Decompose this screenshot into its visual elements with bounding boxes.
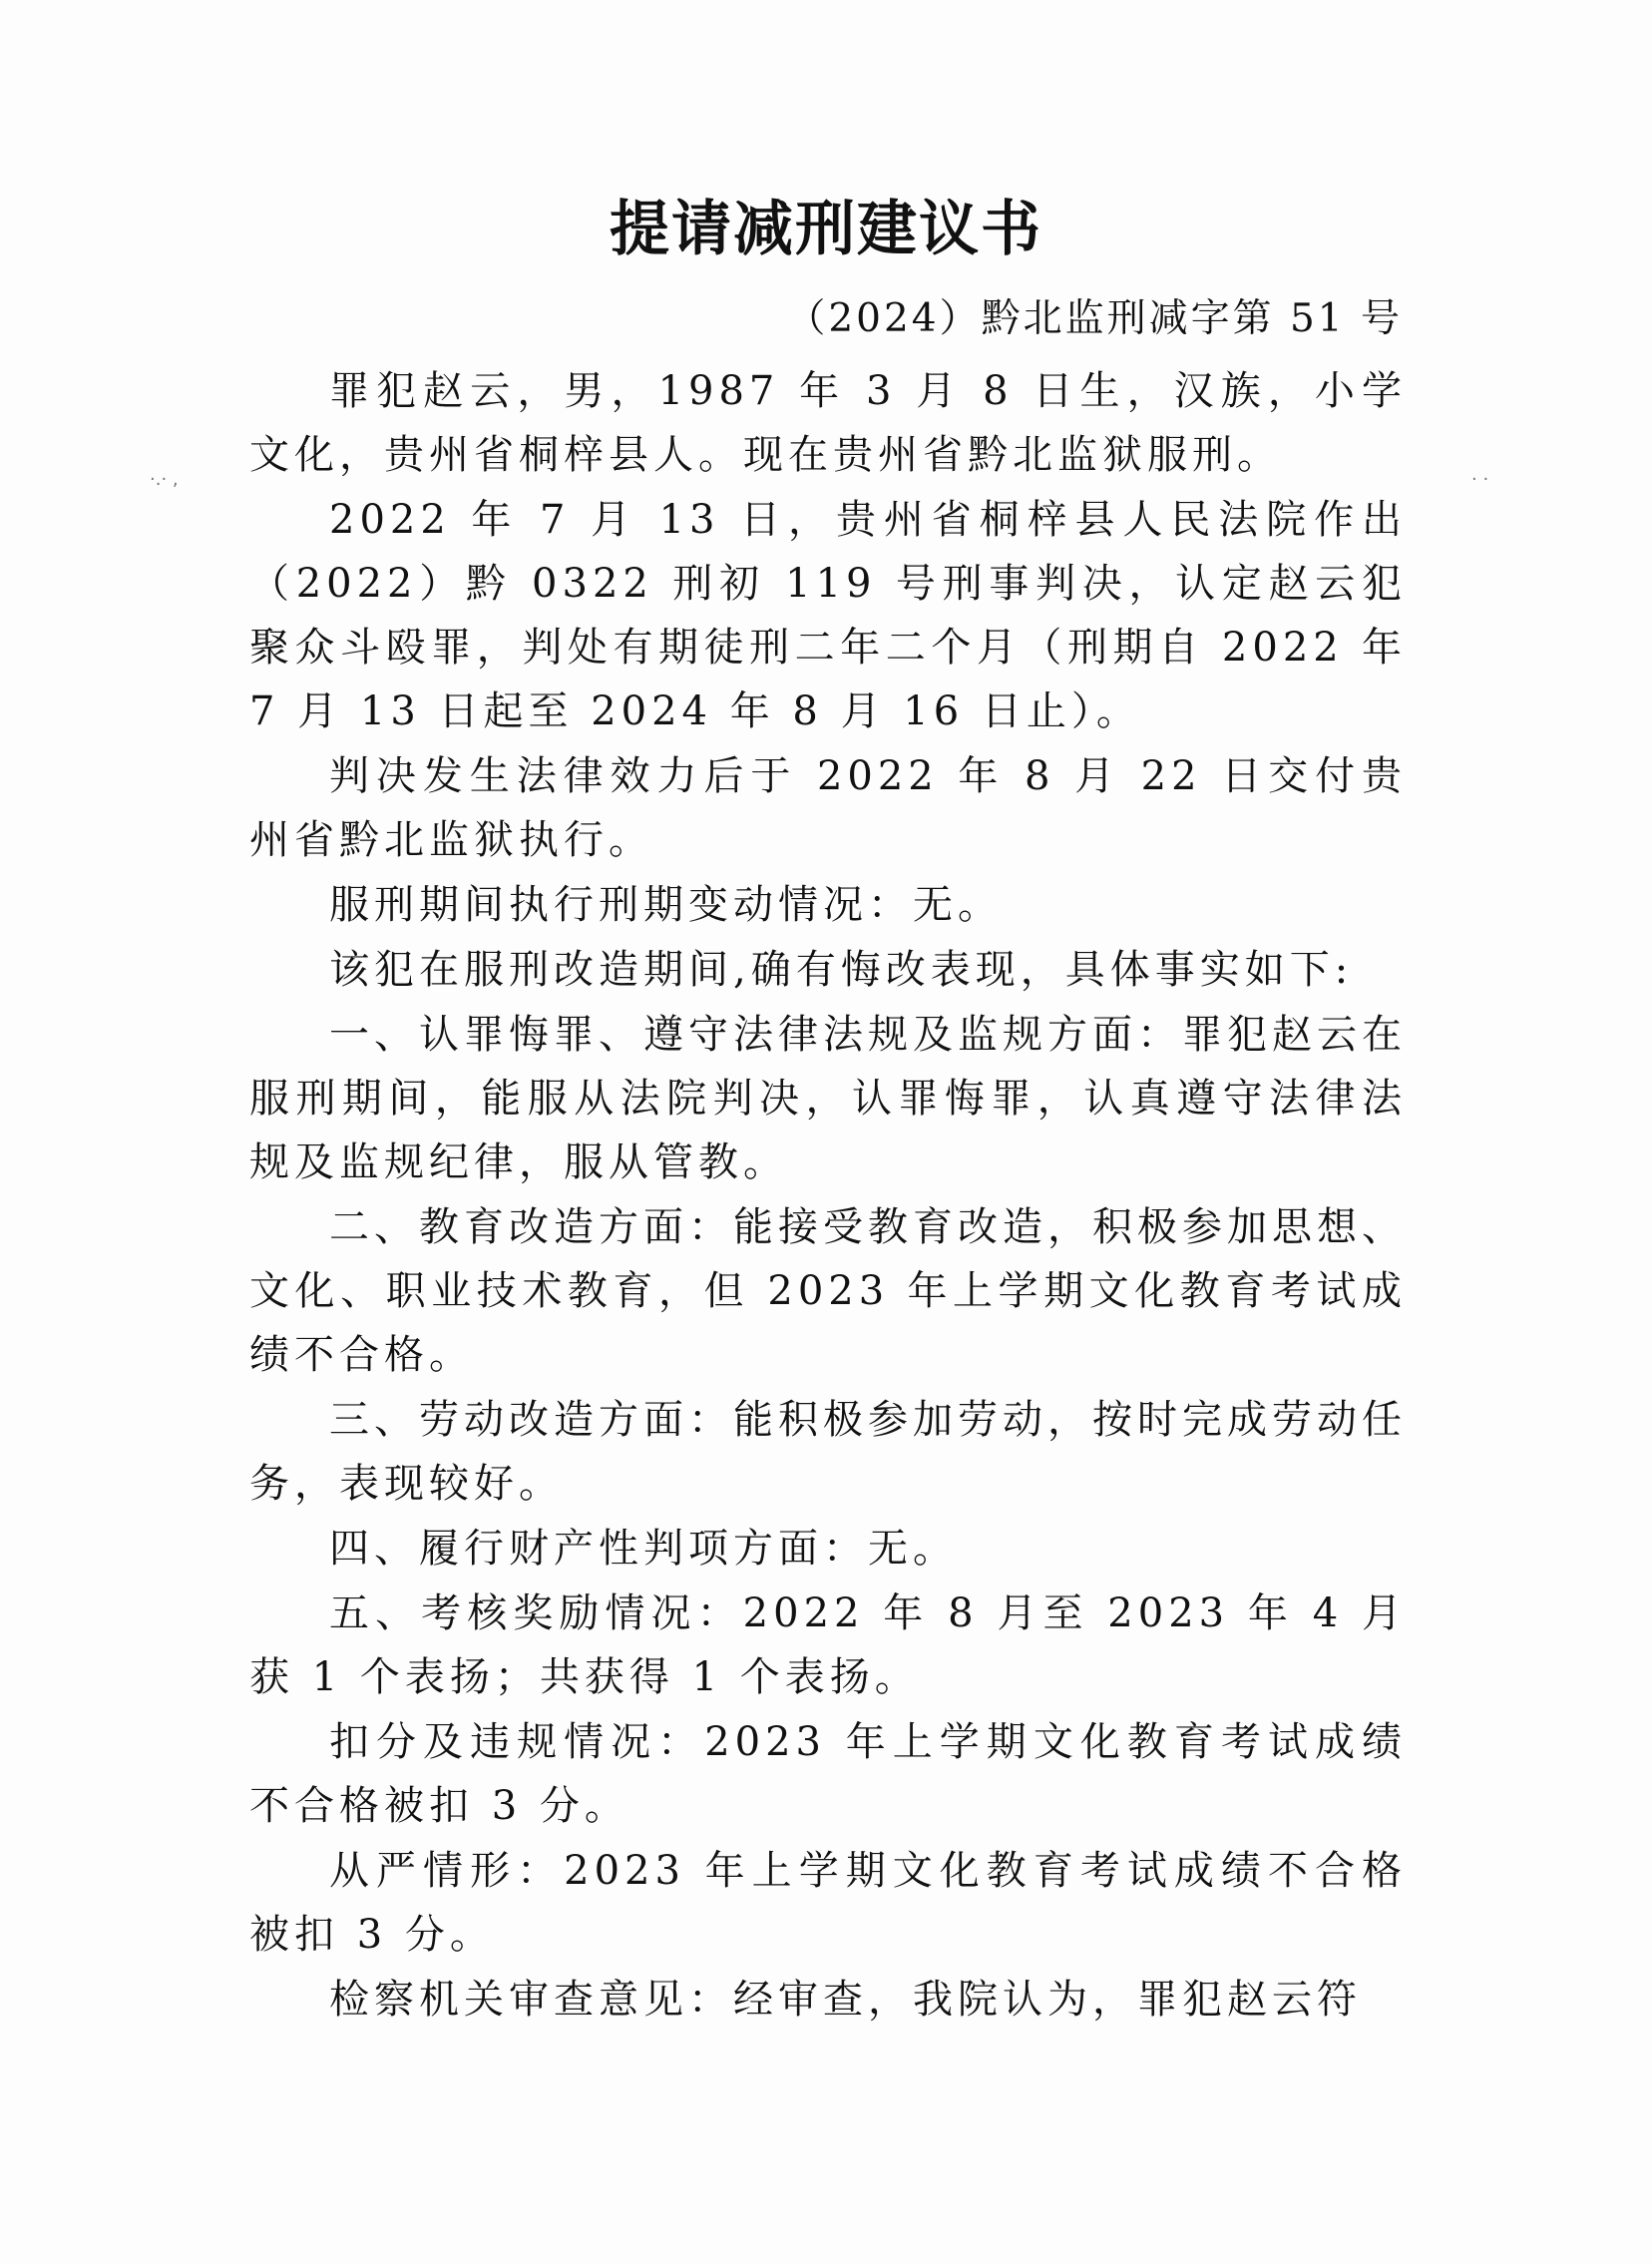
paragraph-item-1: 一、认罪悔罪、遵守法律法规及监规方面：罪犯赵云在服刑期间，能服从法院判决，认罪悔罪，认真遵守法律法规及监规纪律，服从管教。 xyxy=(249,1012,1407,1185)
paragraph-deductions: 扣分及违规情况：2023 年上学期文化教育考试成绩不合格被扣 3 分。 xyxy=(249,1719,1407,1829)
scan-speck: · · xyxy=(1471,469,1489,490)
paragraph-repentance-intro: 该犯在服刑改造期间,确有悔改表现，具体事实如下: xyxy=(329,947,1354,993)
paragraph-execution: 判决发生法律效力后于 2022 年 8 月 22 日交付贵州省黔北监狱执行。 xyxy=(249,753,1407,863)
document-body xyxy=(249,359,1407,2033)
paragraph-procuratorate: 检察机关审查意见：经审查，我院认为，罪犯赵云符 xyxy=(329,1977,1362,2023)
paragraph-strict: 从严情形：2023 年上学期文化教育考试成绩不合格被扣 3 分。 xyxy=(249,1848,1407,1958)
paragraph-item-3: 三、劳动改造方面：能积极参加劳动，按时完成劳动任务，表现较好。 xyxy=(249,1397,1407,1507)
paragraph-item-4: 四、履行财产性判项方面：无。 xyxy=(329,1526,958,1572)
document-number: （2024）黔北监刑减字第 51 号 xyxy=(786,296,1403,341)
scan-speck: ·.· , xyxy=(150,469,179,490)
paragraph-item-5: 五、考核奖励情况：2022 年 8 月至 2023 年 4 月获 1 个表扬；共获得 1 个表扬。 xyxy=(249,1590,1407,1700)
paragraph-item-2: 二、教育改造方面：能接受教育改造，积极参加思想、文化、职业技术教育，但 2023 年上学期文化教育考试成绩不合格。 xyxy=(249,1204,1407,1378)
document-title: 提请减刑建议书 xyxy=(610,195,1042,264)
paragraph-identity: 罪犯赵云，男，1987 年 3 月 8 日生，汉族，小学文化，贵州省桐梓县人。现在贵州省黔北监狱服刑。 xyxy=(249,368,1407,478)
paragraph-judgment: 2022 年 7 月 13 日，贵州省桐梓县人民法院作出（2022）黔 0322 刑初 119 号刑事判决，认定赵云犯聚众斗殴罪，判处有期徒刑二年二个月（刑期自 2022 年 7 月 13 日起至 2024 年 8 月 16 日止）。 xyxy=(249,497,1407,734)
paragraph-sentence-change: 服刑期间执行刑期变动情况：无。 xyxy=(329,882,1003,928)
